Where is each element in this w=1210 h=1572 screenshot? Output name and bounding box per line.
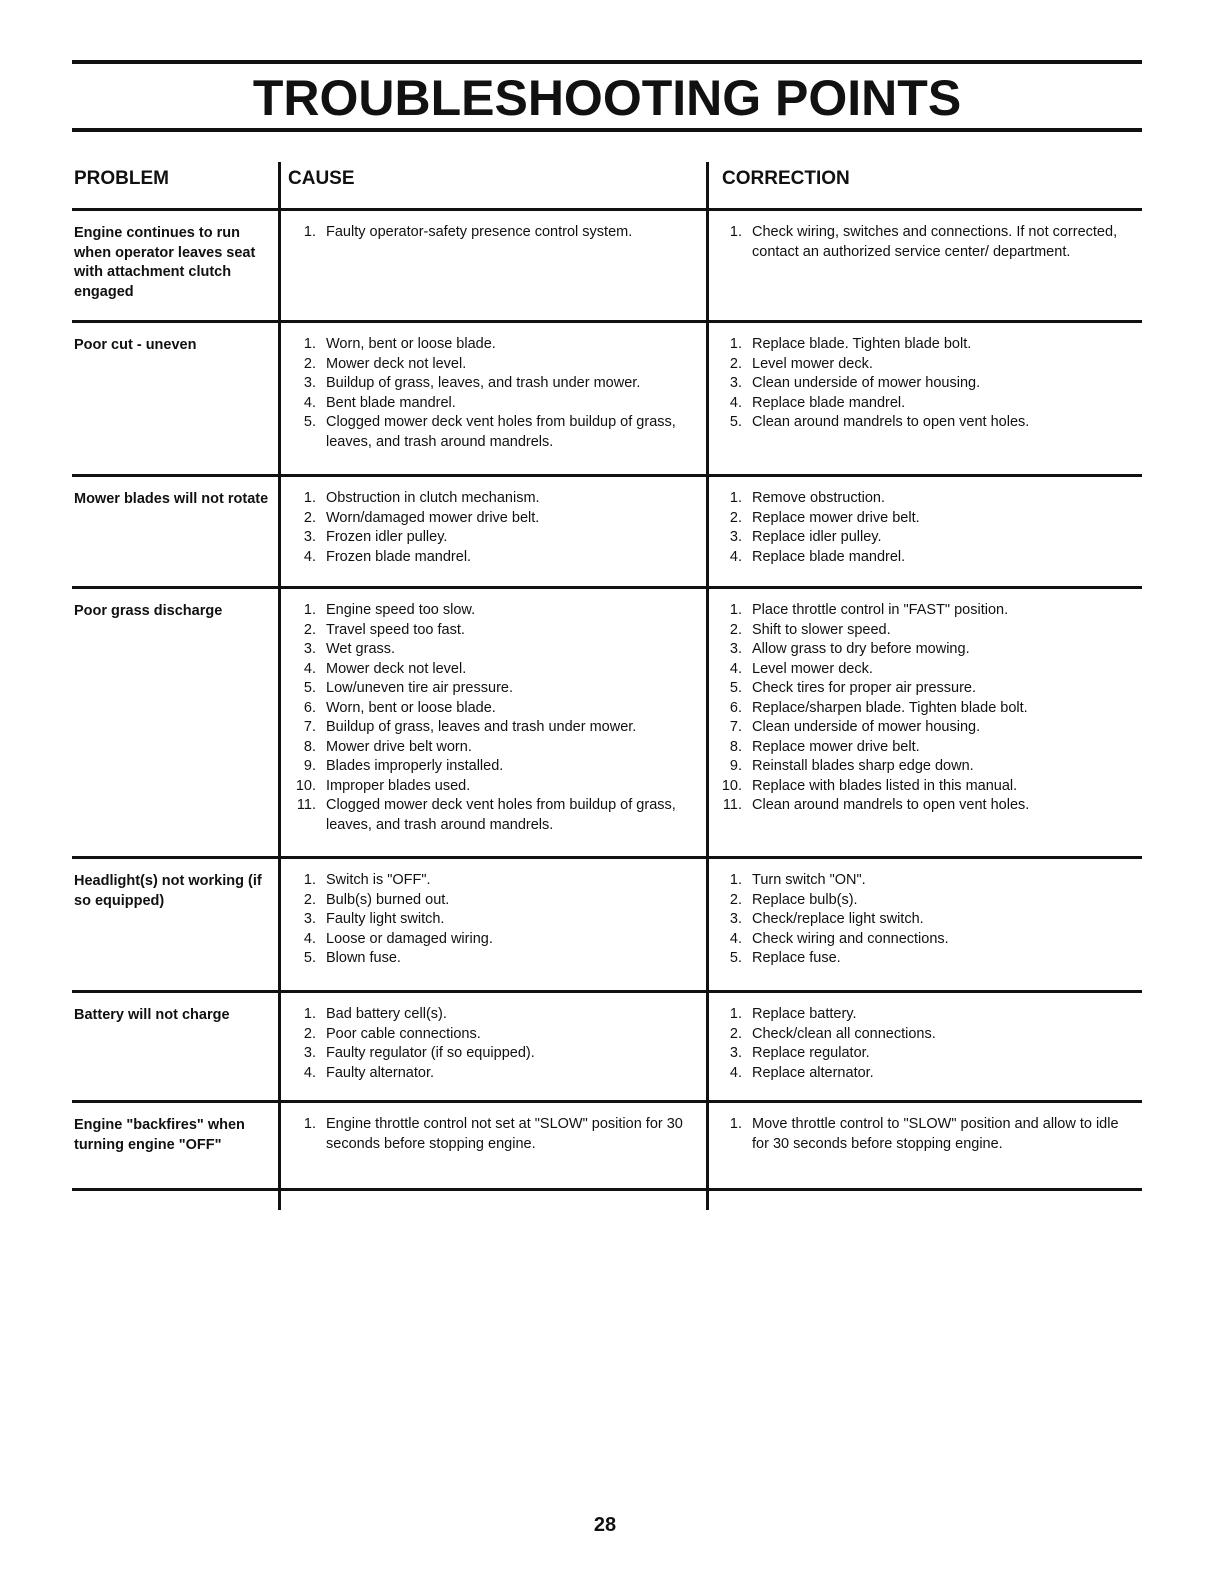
item-text: Mower deck not level.	[326, 355, 467, 372]
item-number: 8.	[303, 738, 316, 755]
item-number: 7.	[729, 719, 742, 735]
item-number: 5.	[729, 680, 742, 696]
item-text: Replace blade mandrel.	[752, 394, 906, 411]
item-number: 1.	[303, 224, 316, 240]
item-number: 4.	[729, 930, 742, 947]
item-number: 4.	[303, 1064, 316, 1081]
correction-list	[720, 871, 1120, 969]
list-item	[294, 1115, 694, 1154]
list-item	[294, 757, 694, 777]
list-item	[294, 718, 694, 738]
list-item	[720, 621, 1120, 641]
header-correction: CORRECTION	[722, 168, 850, 189]
list-item	[720, 660, 1120, 680]
item-number: 1.	[303, 1006, 316, 1022]
list-item	[294, 738, 694, 758]
item-text: Replace bulb(s).	[752, 891, 858, 908]
item-number: 4.	[729, 660, 742, 677]
cause-list	[294, 223, 694, 243]
item-number: 1.	[729, 224, 742, 240]
table-bottom-rule	[72, 1188, 1142, 1191]
list-item	[720, 1044, 1120, 1064]
correction-list	[720, 489, 1120, 567]
item-number: 1.	[729, 1116, 742, 1132]
title-top-rule	[72, 60, 1142, 64]
cause-list	[294, 871, 694, 969]
item-number: 1.	[303, 602, 316, 618]
item-number: 9.	[729, 758, 742, 774]
list-item	[294, 1025, 694, 1045]
correction-list	[720, 223, 1120, 262]
list-item	[294, 621, 694, 641]
list-item	[294, 489, 694, 509]
item-text: Engine speed too slow.	[326, 602, 476, 618]
list-item	[720, 601, 1120, 621]
item-number: 3.	[303, 529, 316, 545]
list-item	[294, 777, 694, 797]
item-text: Level mower deck.	[752, 660, 873, 677]
item-text: Turn switch "ON".	[752, 872, 866, 888]
item-number: 1.	[303, 490, 316, 506]
cause-list	[294, 601, 694, 835]
list-item	[720, 930, 1120, 950]
item-text: Replace idler pulley.	[752, 529, 882, 545]
list-item	[294, 891, 694, 911]
list-item	[720, 738, 1120, 758]
item-text: Bad battery cell(s).	[326, 1006, 447, 1022]
list-item	[720, 679, 1120, 699]
item-number: 6.	[303, 699, 316, 716]
item-number: 5.	[303, 414, 316, 430]
list-item	[294, 413, 694, 452]
table-row	[72, 586, 1142, 859]
item-text: Mower drive belt worn.	[326, 738, 472, 755]
item-text: Check/clean all connections.	[752, 1025, 936, 1042]
item-text: Replace with blades listed in this manual.	[752, 777, 1018, 794]
item-number: 1.	[729, 490, 742, 506]
item-text: Clean underside of mower housing.	[752, 375, 981, 391]
item-text: Worn, bent or loose blade.	[326, 336, 496, 352]
correction-list	[720, 601, 1120, 816]
list-item	[720, 871, 1120, 891]
list-item	[294, 1005, 694, 1025]
item-text: Check wiring and connections.	[752, 930, 949, 947]
title-bottom-rule	[72, 128, 1142, 132]
item-number: 10.	[295, 777, 316, 794]
page-number: 28	[593, 1514, 617, 1536]
list-item	[720, 718, 1120, 738]
table-row	[72, 1100, 1142, 1191]
list-item	[294, 548, 694, 568]
list-item	[720, 699, 1120, 719]
item-text: Replace blade. Tighten blade bolt.	[752, 336, 972, 352]
item-text: Check wiring, switches and connections. If not corrected, contact an authorized service center/ department.	[752, 224, 1118, 260]
list-item	[720, 910, 1120, 930]
list-item	[720, 335, 1120, 355]
correction-list	[720, 335, 1120, 433]
list-item	[294, 679, 694, 699]
cause-list	[294, 335, 694, 452]
item-text: Buildup of grass, leaves and trash under mower.	[326, 719, 637, 735]
item-text: Blades improperly installed.	[326, 758, 504, 774]
list-item	[294, 910, 694, 930]
item-text: Level mower deck.	[752, 355, 873, 372]
list-item	[294, 930, 694, 950]
list-item	[720, 223, 1120, 262]
item-text: Allow grass to dry before mowing.	[752, 641, 970, 657]
list-item	[294, 374, 694, 394]
item-text: Check tires for proper air pressure.	[752, 680, 977, 696]
item-number: 4.	[303, 394, 316, 411]
table-header	[72, 165, 1142, 195]
list-item	[720, 891, 1120, 911]
item-text: Replace fuse.	[752, 950, 841, 966]
item-text: Low/uneven tire air pressure.	[326, 680, 513, 696]
item-text: Switch is "OFF".	[326, 872, 431, 888]
list-item	[294, 528, 694, 548]
problem-cell: Headlight(s) not working (if so equipped)	[74, 873, 262, 909]
item-text: Replace/sharpen blade. Tighten blade bolt.	[752, 699, 1028, 716]
header-cause: CAUSE	[288, 168, 355, 189]
list-item	[720, 1025, 1120, 1045]
item-number: 7.	[303, 719, 316, 735]
list-item	[720, 757, 1120, 777]
item-number: 10.	[721, 777, 742, 794]
problem-cell: Engine "backfires" when turning engine "OFF"	[74, 1117, 245, 1153]
item-number: 3.	[729, 375, 742, 391]
list-item	[294, 660, 694, 680]
item-number: 3.	[303, 911, 316, 927]
item-text: Place throttle control in "FAST" position.	[752, 602, 1009, 618]
item-number: 8.	[729, 738, 742, 755]
item-number: 2.	[303, 509, 316, 526]
header-problem: PROBLEM	[74, 168, 169, 189]
item-number: 11.	[296, 797, 316, 813]
list-item	[720, 548, 1120, 568]
item-text: Faulty alternator.	[326, 1064, 434, 1081]
list-item	[294, 640, 694, 660]
item-text: Clean around mandrels to open vent holes.	[752, 797, 1030, 813]
item-number: 4.	[303, 548, 316, 565]
list-item	[294, 394, 694, 414]
list-item	[294, 1064, 694, 1084]
item-number: 1.	[729, 872, 742, 888]
correction-list	[720, 1005, 1120, 1083]
item-number: 4.	[303, 660, 316, 677]
item-text: Move throttle control to "SLOW" position and allow to idle for 30 seconds before stopping engine.	[752, 1116, 1119, 1152]
item-text: Replace mower drive belt.	[752, 509, 920, 526]
item-text: Shift to slower speed.	[752, 621, 891, 638]
item-text: Wet grass.	[326, 641, 396, 657]
list-item	[294, 355, 694, 375]
item-text: Faulty regulator (if so equipped).	[326, 1045, 535, 1061]
list-item	[294, 796, 694, 835]
list-item	[720, 1115, 1120, 1154]
list-item	[720, 1005, 1120, 1025]
item-text: Clogged mower deck vent holes from buildup of grass, leaves, and trash around mandrels.	[326, 797, 676, 833]
item-number: 2.	[303, 355, 316, 372]
list-item	[294, 871, 694, 891]
item-text: Worn, bent or loose blade.	[326, 699, 496, 716]
item-number: 1.	[729, 336, 742, 352]
item-text: Replace blade mandrel.	[752, 548, 906, 565]
item-number: 6.	[729, 699, 742, 716]
item-text: Poor cable connections.	[326, 1025, 481, 1042]
item-text: Frozen idler pulley.	[326, 529, 448, 545]
item-number: 5.	[303, 680, 316, 696]
item-text: Engine throttle control not set at "SLOW" position for 30 seconds before stopping engine.	[326, 1116, 683, 1152]
page-title: TROUBLESHOOTING POINTS	[252, 70, 962, 126]
item-number: 2.	[729, 1025, 742, 1042]
list-item	[720, 640, 1120, 660]
problem-cell: Poor cut - uneven	[74, 337, 197, 353]
item-text: Obstruction in clutch mechanism.	[326, 490, 540, 506]
list-item	[720, 796, 1120, 816]
item-text: Improper blades used.	[326, 777, 471, 794]
item-number: 2.	[729, 891, 742, 908]
item-text: Replace battery.	[752, 1006, 857, 1022]
list-item	[720, 949, 1120, 969]
item-number: 4.	[729, 1064, 742, 1081]
item-text: Replace mower drive belt.	[752, 738, 920, 755]
item-number: 3.	[303, 1045, 316, 1061]
list-item	[720, 489, 1120, 509]
problem-cell: Poor grass discharge	[74, 603, 223, 619]
item-number: 1.	[729, 1006, 742, 1022]
problem-cell: Battery will not charge	[74, 1007, 230, 1023]
item-text: Bulb(s) burned out.	[326, 891, 450, 908]
item-text: Frozen blade mandrel.	[326, 548, 472, 565]
item-number: 4.	[729, 394, 742, 411]
item-number: 1.	[729, 602, 742, 618]
item-text: Travel speed too fast.	[326, 621, 465, 638]
list-item	[720, 394, 1120, 414]
item-number: 5.	[729, 414, 742, 430]
item-text: Mower deck not level.	[326, 660, 467, 677]
item-number: 11.	[722, 797, 742, 813]
list-item	[294, 949, 694, 969]
list-item	[720, 413, 1120, 433]
item-number: 2.	[729, 621, 742, 638]
problem-cell: Mower blades will not rotate	[74, 491, 269, 507]
list-item	[720, 374, 1120, 394]
item-text: Bent blade mandrel.	[326, 394, 456, 411]
item-number: 2.	[303, 891, 316, 908]
list-item	[720, 509, 1120, 529]
item-number: 2.	[729, 355, 742, 372]
item-number: 1.	[303, 336, 316, 352]
table-row	[72, 990, 1142, 1103]
item-number: 3.	[303, 641, 316, 657]
list-item	[720, 777, 1120, 797]
list-item	[720, 528, 1120, 548]
item-text: Faulty light switch.	[326, 911, 445, 927]
item-text: Clean around mandrels to open vent holes.	[752, 414, 1030, 430]
item-number: 5.	[303, 950, 316, 966]
item-number: 1.	[303, 872, 316, 888]
item-text: Worn/damaged mower drive belt.	[326, 509, 540, 526]
item-number: 4.	[729, 548, 742, 565]
cause-list	[294, 489, 694, 567]
list-item	[720, 355, 1120, 375]
item-number: 2.	[303, 621, 316, 638]
item-text: Reinstall blades sharp edge down.	[752, 758, 974, 774]
item-number: 5.	[729, 950, 742, 966]
item-text: Blown fuse.	[326, 950, 401, 966]
item-text: Replace regulator.	[752, 1045, 870, 1061]
item-number: 3.	[729, 641, 742, 657]
item-number: 9.	[303, 758, 316, 774]
list-item	[720, 1064, 1120, 1084]
item-number: 3.	[729, 529, 742, 545]
item-number: 2.	[729, 509, 742, 526]
item-number: 1.	[303, 1116, 316, 1132]
item-text: Remove obstruction.	[752, 490, 885, 506]
item-number: 3.	[729, 1045, 742, 1061]
item-number: 3.	[729, 911, 742, 927]
item-text: Clogged mower deck vent holes from buildup of grass, leaves, and trash around mandrels.	[326, 414, 676, 450]
list-item	[294, 335, 694, 355]
item-number: 4.	[303, 930, 316, 947]
list-item	[294, 1044, 694, 1064]
item-number: 3.	[303, 375, 316, 391]
item-text: Faulty operator-safety presence control system.	[326, 224, 633, 240]
list-item	[294, 699, 694, 719]
item-text: Clean underside of mower housing.	[752, 719, 981, 735]
item-text: Replace alternator.	[752, 1064, 874, 1081]
table-row	[72, 856, 1142, 993]
table-row	[72, 474, 1142, 589]
list-item	[294, 601, 694, 621]
item-text: Loose or damaged wiring.	[326, 930, 493, 947]
table-row	[72, 208, 1142, 323]
list-item	[294, 223, 694, 243]
table-row	[72, 320, 1142, 477]
cause-list	[294, 1005, 694, 1083]
list-item	[294, 509, 694, 529]
item-text: Check/replace light switch.	[752, 911, 924, 927]
problem-cell: Engine continues to run when operator leaves seat with attachment clutch engaged	[74, 225, 256, 300]
cause-list	[294, 1115, 694, 1154]
correction-list	[720, 1115, 1120, 1154]
item-text: Buildup of grass, leaves, and trash under mower.	[326, 375, 641, 391]
item-number: 2.	[303, 1025, 316, 1042]
